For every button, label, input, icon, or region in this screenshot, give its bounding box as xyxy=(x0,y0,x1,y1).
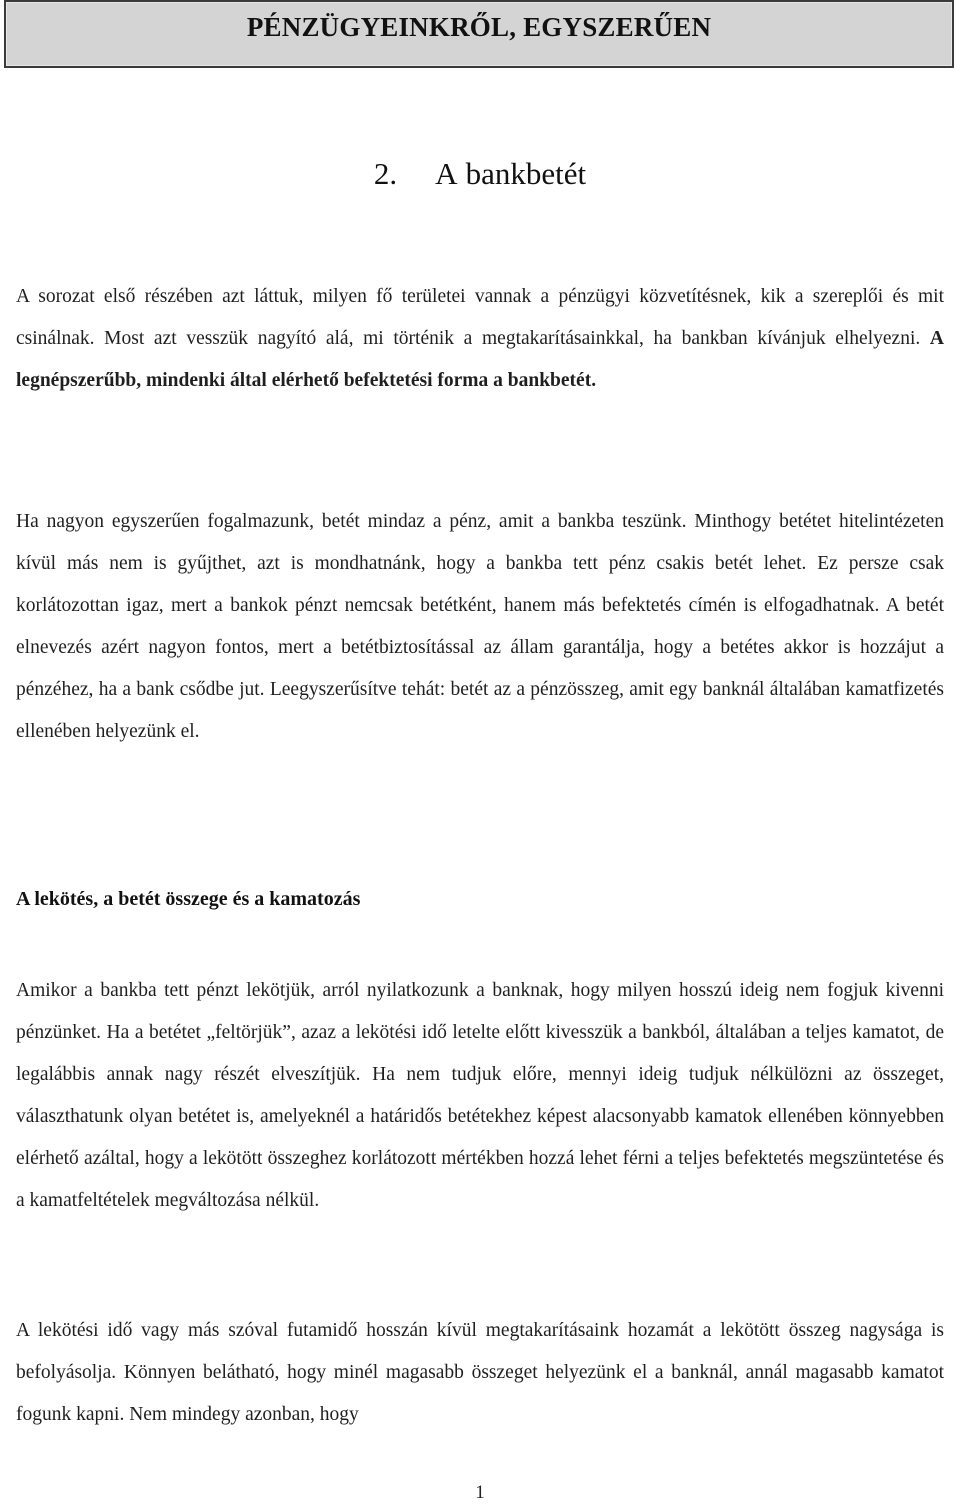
document-header-box xyxy=(4,0,954,68)
chapter-title xyxy=(0,156,960,192)
page-number: 1 xyxy=(475,1482,485,1503)
intro-text: A sorozat első részében azt láttuk, milyen fő területei vannak a pénzügyi közvetítésnek, kik a szereplői és mit csinálnak. Most azt vesszük nagyító alá, mi történik a megtakarításainkkal, ha bankban kívánjuk elhelyezni. xyxy=(16,286,944,349)
paragraph-betet-definition: Ha nagyon egyszerűen fogalmazunk, betét mindaz a pénz, amit a bankba teszünk. Minthogy betétet hitelintézeten kívül más nem is gyűjthet, azt is mondhatnánk, hogy a bankba tett pénz csakis betét lehet. Ez persze csak korlátozottan igaz, mert a bankok pénzt nemcsak betétként, hanem más befektetés címén is elfogadhatnak. A betét elnevezés azért nagyon fontos, mert a betétbiztosítással az állam garantálja, hogy a betétes akkor is hozzájut a pénzéhez, ha a bank csődbe jut. Leegyszerűsítve tehát: betét az a pénzösszeg, amit egy banknál általában kamatfizetés ellenében helyezünk el. xyxy=(16,511,944,742)
intro-paragraph xyxy=(16,276,944,402)
document-series-title: PÉNZÜGYEINKRŐL, EGYSZERŰEN xyxy=(246,12,712,42)
paragraph-lekotes: Amikor a bankba tett pénzt lekötjük, arról nyilatkozunk a banknak, hogy milyen hosszú ideig nem fogjuk kivenni pénzünket. Ha a betétet „feltörjük”, azaz a lekötési idő letelte előtt kivesszük a bankból, általában a teljes kamatot, de legalábbis annak nagy részét elveszítjük. Ha nem tudjuk előre, mennyi ideig tudjuk nélkülözni az összeget, választhatunk olyan betétet is, amelyeknél a határidős betétekhez képest alacsonyabb kamatok ellenében könnyebben elérhető azáltal, hogy a lekötött összeghez korlátozott mértékben hozzá lehet férni a teljes befektetés megszüntetése és a kamatfeltételek megváltozása nélkül. xyxy=(16,980,944,1211)
intro-bold-text: A legnépszerűbb, mindenki által elérhető befektetési forma a bankbetét. xyxy=(16,328,944,391)
paragraph-futamido: A lekötési idő vagy más szóval futamidő hosszán kívül megtakarításaink hozamát a lekötött összeg nagysága is befolyásolja. Könnyen belátható, hogy minél magasabb összeget helyezünk el a banknál, annál magasabb kamatot fogunk kapni. Nem mindegy azonban, hogy xyxy=(16,1320,944,1425)
chapter-title-text: A bankbetét xyxy=(435,156,587,191)
section-heading: A lekötés, a betét összege és a kamatozás xyxy=(16,888,361,910)
chapter-number: 2. xyxy=(373,156,398,191)
